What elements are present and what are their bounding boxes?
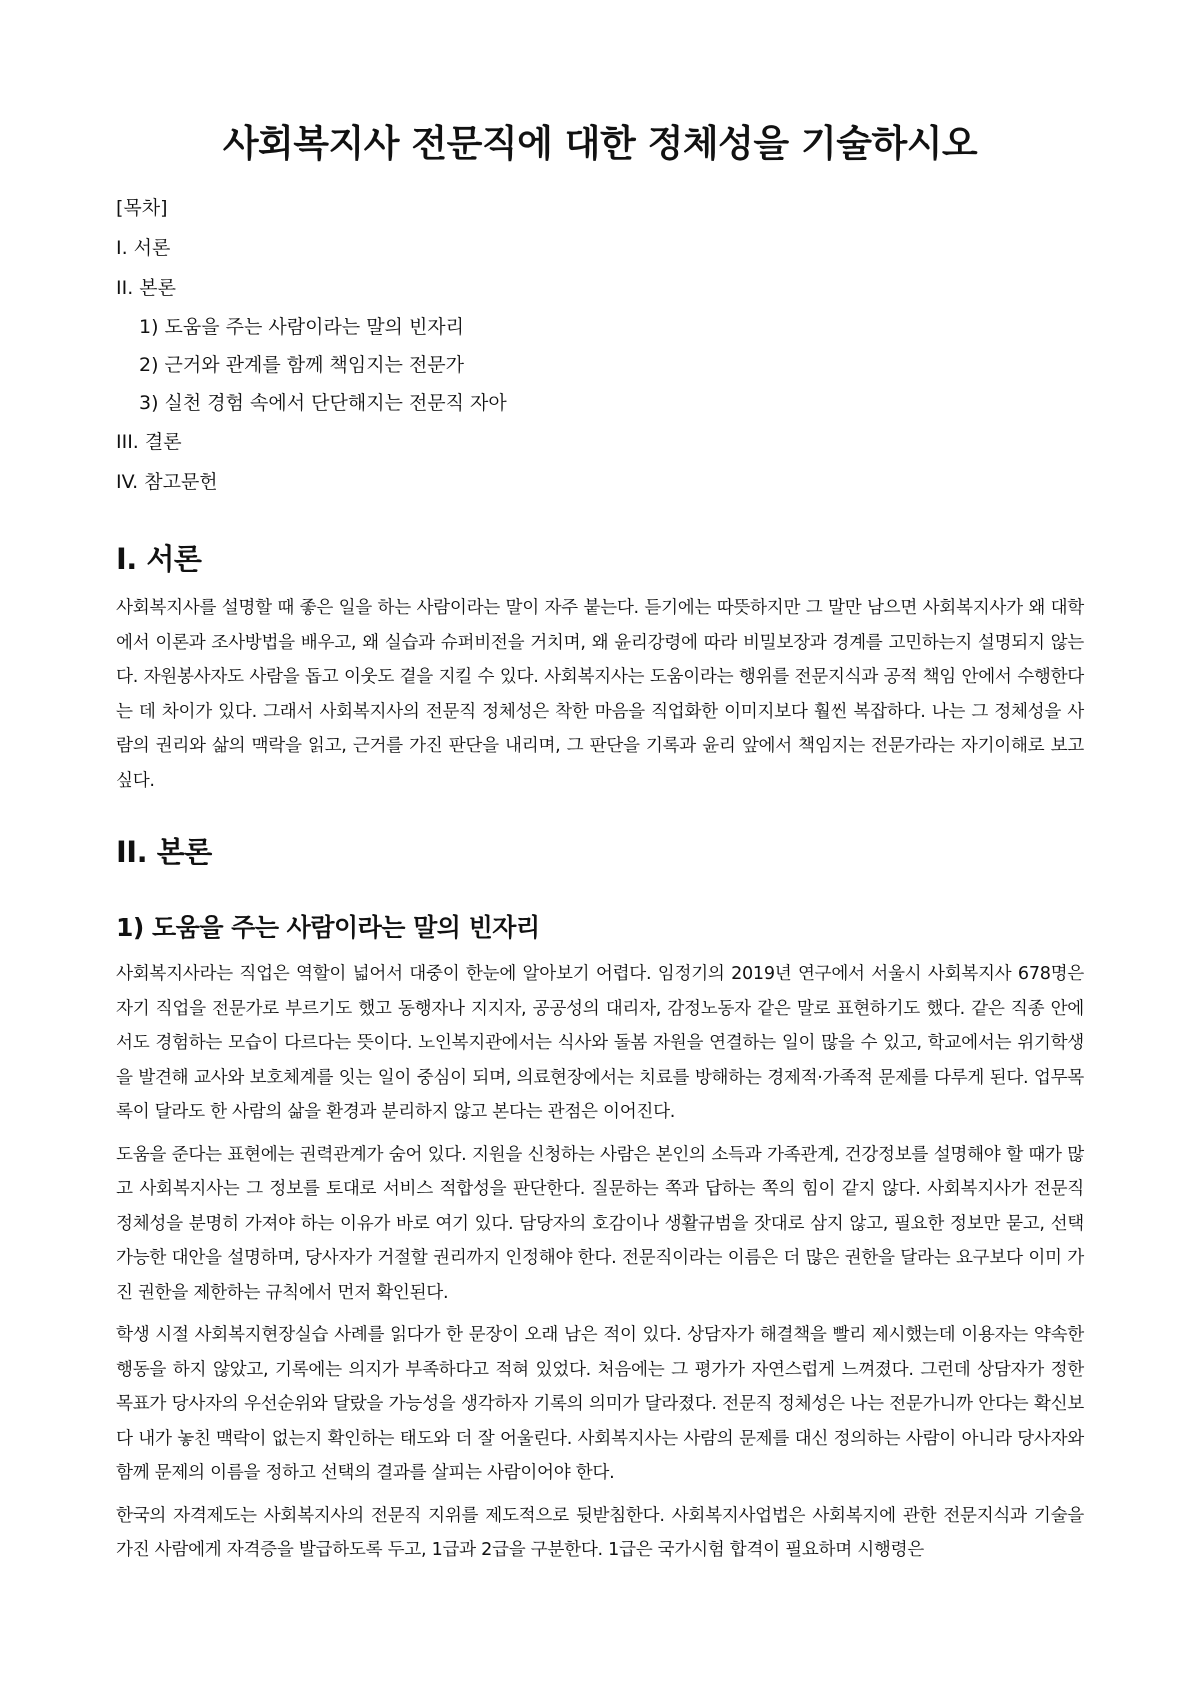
toc-item-body-3: 3) 실천 경험 속에서 단단해지는 전문직 자아: [139, 392, 507, 414]
subsection-heading-1: 1) 도움을 주는 사람이라는 말의 빈자리: [116, 913, 540, 942]
toc-item-body: II. 본론: [116, 277, 176, 299]
toc-item-conclusion: III. 결론: [116, 431, 182, 453]
body-paragraph: 한국의 자격제도는 사회복지사의 전문직 지위를 제도적으로 뒷받침한다. 사회복지사업법은 사회복지에 관한 전문지식과 기술을 가진 사람에게 자격증을 발급하도록 두고, 1급과 2급을 구분한다. 1급은 국가시험 합격이 필요하며 시행령은: [116, 1505, 1084, 1560]
body-paragraph: 학생 시절 사회복지현장실습 사례를 읽다가 한 문장이 오래 남은 적이 있다. 상담자가 해결책을 빨리 제시했는데 이용자는 약속한 행동을 하지 않았고, 기록에는 의지가 부족하다고 적혀 있었다. 처음에는 그 평가가 자연스럽게 느껴졌다. 그런데 상담자가 정한 목표가 당사자의 우선순위와 달랐을 가능성을 생각하자 기록의 의미가 달라졌다. 전문직 정체성은 나는 전문가니까 안다는 확신보다 내가 놓친 맥락이 없는지 확인하는 태도와 더 잘 어울린다. 사회복지사는 사람의 문제를 대신 정의하는 사람이 아니라 당사자와 함께 문제의 이름을 정하고 선택의 결과를 살피는 사람이어야 한다.: [116, 1325, 1084, 1483]
section-heading-introduction: I. 서론: [116, 542, 202, 576]
toc-item-references: IV. 참고문헌: [116, 471, 218, 493]
document-page: [116, 0, 1084, 1576]
toc-item-body-1: 1) 도움을 주는 사람이라는 말의 빈자리: [139, 316, 465, 338]
toc-item-introduction: I. 서론: [116, 237, 171, 259]
body-paragraph: 도움을 준다는 표현에는 권력관계가 숨어 있다. 지원을 신청하는 사람은 본인의 소득과 가족관계, 건강정보를 설명해야 할 때가 많고 사회복지사는 그 정보를 토대로 서비스 적합성을 판단한다. 질문하는 쪽과 답하는 쪽의 힘이 같지 않다. 사회복지사가 전문직 정체성을 분명히 가져야 하는 이유가 바로 여기 있다. 담당자의 호감이나 생활규범을 잣대로 삼지 않고, 필요한 정보만 묻고, 선택 가능한 대안을 설명하며, 당사자가 거절할 권리까지 인정해야 한다. 전문직이라는 이름은 더 많은 권한을 달라는 요구보다 이미 가진 권한을 제한하는 규칙에서 먼저 확인된다.: [116, 1144, 1084, 1303]
table-of-contents: [116, 188, 1084, 502]
document-title: 사회복지사 전문직에 대한 정체성을 기술하시오: [222, 122, 978, 165]
introduction-paragraph: 사회복지사를 설명할 때 좋은 일을 하는 사람이라는 말이 자주 붙는다. 듣기에는 따뜻하지만 그 말만 남으면 사회복지사가 왜 대학에서 이론과 조사방법을 배우고, 왜 실습과 슈퍼비전을 거치며, 왜 윤리강령에 따라 비밀보장과 경계를 고민하는지 설명되지 않는다. 자원봉사자도 사람을 돕고 이웃도 곁을 지킬 수 있다. 사회복지사는 도움이라는 행위를 전문지식과 공적 책임 안에서 수행한다는 데 차이가 있다. 그래서 사회복지사의 전문직 정체성은 착한 마음을 직업화한 이미지보다 훨씬 복잡하다. 나는 그 정체성을 사람의 권리와 삶의 맥락을 읽고, 근거를 가진 판단을 내리며, 그 판단을 기록과 윤리 앞에서 책임지는 전문가라는 자기이해로 보고 싶다.: [116, 598, 1084, 791]
body-paragraph: 사회복지사라는 직업은 역할이 넓어서 대중이 한눈에 알아보기 어렵다. 임정기의 2019년 연구에서 서울시 사회복지사 678명은 자기 직업을 전문가로 부르기도 했고 동행자나 지지자, 공공성의 대리자, 감정노동자 같은 말로 표현하기도 했다. 같은 직종 안에서도 경험하는 모습이 다르다는 뜻이다. 노인복지관에서는 식사와 돌봄 자원을 연결하는 일이 많을 수 있고, 학교에서는 위기학생을 발견해 교사와 보호체계를 잇는 일이 중심이 되며, 의료현장에서는 치료를 방해하는 경제적·가족적 문제를 다루게 된다. 업무목록이 달라도 한 사람의 삶을 환경과 분리하지 않고 본다는 관점은 이어진다.: [116, 964, 1084, 1122]
section-heading-body: II. 본론: [116, 835, 212, 869]
toc-heading: [목차]: [116, 197, 168, 219]
toc-item-body-2: 2) 근거와 관계를 함께 책임지는 전문가: [139, 354, 465, 376]
